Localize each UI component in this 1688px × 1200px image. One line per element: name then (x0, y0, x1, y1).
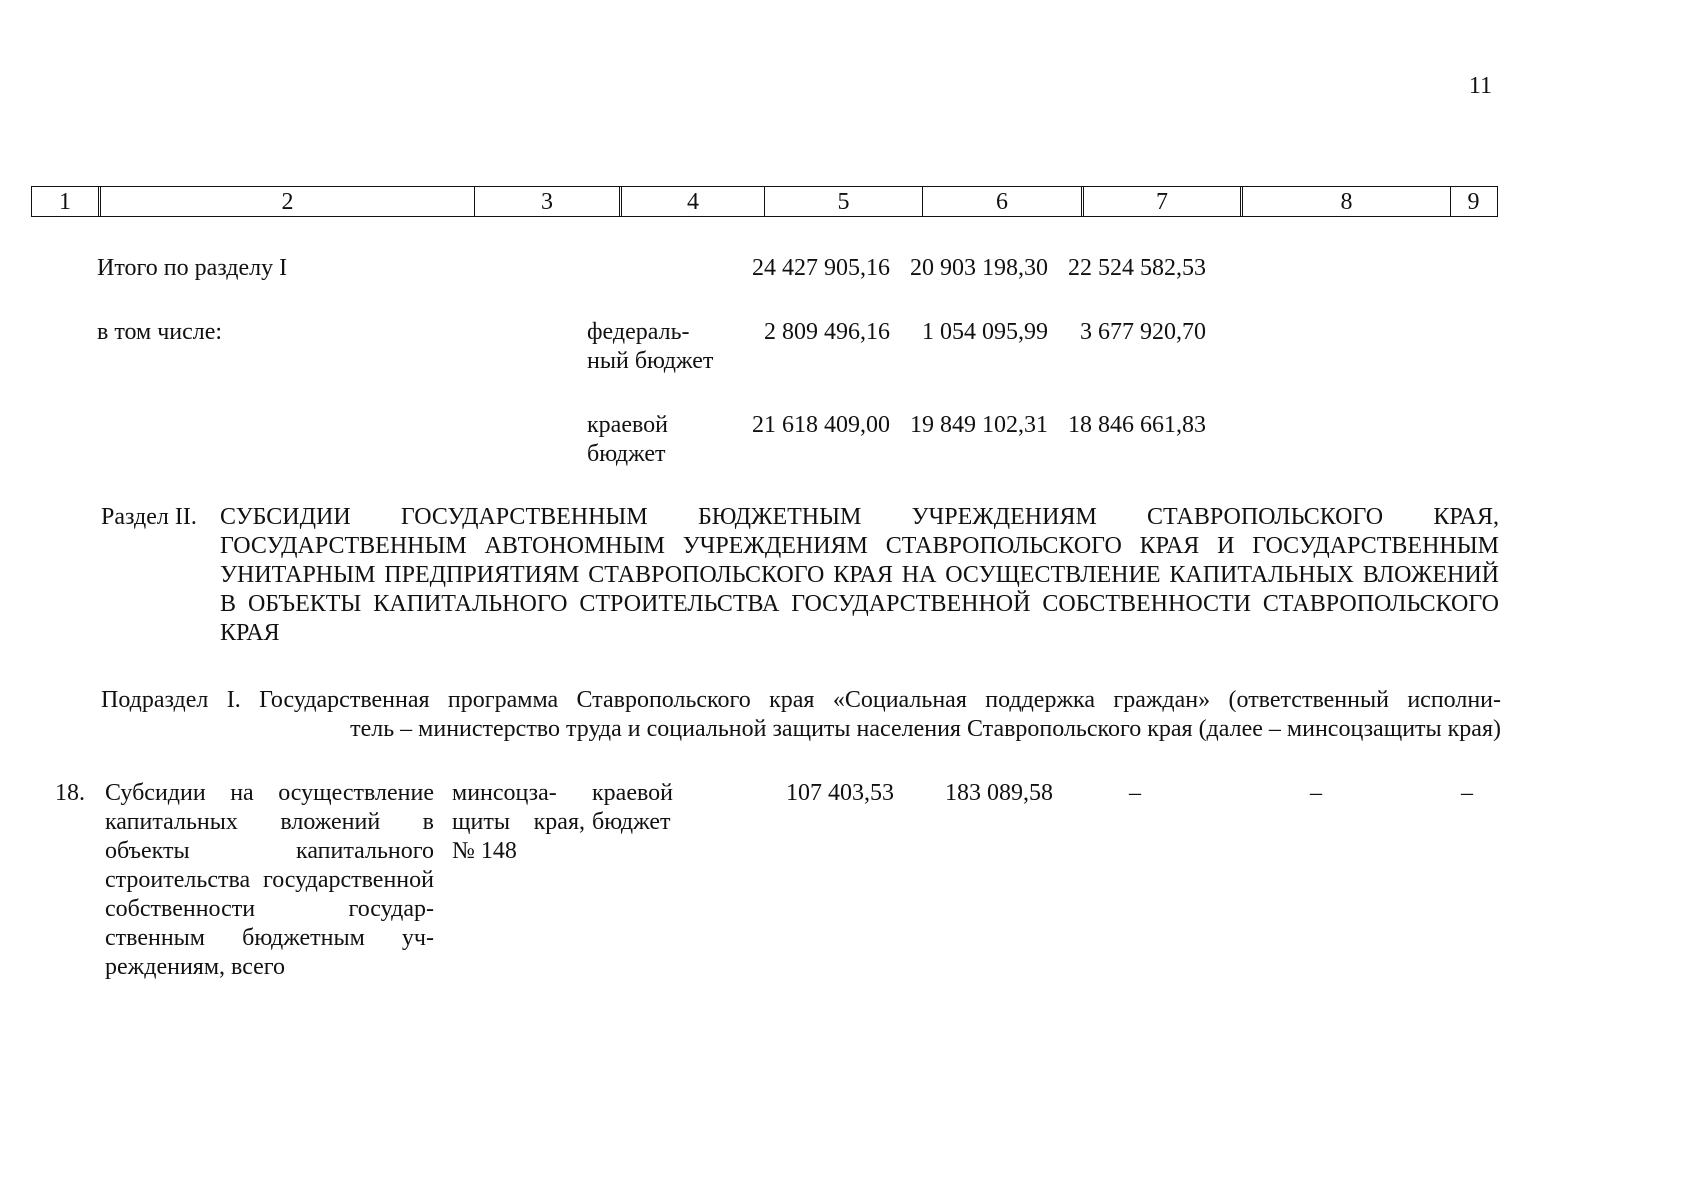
column-number-9: 9 (1450, 187, 1496, 216)
column-number-3: 3 (474, 187, 619, 216)
federal-col5: 2 809 496,16 (764, 319, 890, 345)
column-number-2: 2 (98, 187, 474, 216)
total-col5: 24 427 905,16 (752, 255, 890, 281)
column-number-header (31, 186, 1498, 217)
total-col7: 22 524 582,53 (1068, 255, 1206, 281)
page-number: 11 (1468, 73, 1492, 99)
regional-col6: 19 849 102,31 (910, 412, 1048, 438)
row18-col6: 183 089,58 (945, 780, 1053, 806)
column-number-4: 4 (619, 187, 764, 216)
regional-col7: 18 846 661,83 (1068, 412, 1206, 438)
federal-col7: 3 677 920,70 (1080, 319, 1206, 345)
subsection1-line1: Подраздел I. Государственная программа Ставропольского края «Социальная поддержка граждан» (ответственный исполни- (101, 687, 1501, 713)
column-number-1: 1 (59, 189, 71, 215)
row18-col8: – (1310, 780, 1322, 806)
total-col6: 20 903 198,30 (910, 255, 1048, 281)
federal-source-line2: ный бюджет (587, 348, 714, 374)
row18-source: краевой бюджет (592, 780, 673, 835)
row18-col5: 107 403,53 (786, 780, 894, 806)
row18-executor: минсоцзащиты края, № 148 (452, 780, 585, 864)
row18-number: 18. (55, 780, 85, 806)
column-number-5: 5 (764, 187, 922, 216)
regional-source-line1: краевой (587, 412, 668, 438)
column-number-6: 6 (922, 187, 1081, 216)
section2-title: СУБСИДИИ ГОСУДАРСТВЕННЫМ БЮДЖЕТНЫМ УЧРЕЖДЕНИЯМ СТАВРОПОЛЬСКОГО КРАЯ, ГОСУДАРСТВЕННЫМ АВТОНОМНЫМ УЧРЕЖДЕНИЯМ СТАВРОПОЛЬСКОГО КРАЯ И ГОСУДАРСТВЕННЫМ УНИТАРНЫМ ПРЕДПРИЯТИЯМ СТАВРОПОЛЬСКОГО КРАЯ НА ОСУЩЕСТВЛЕНИЕ КАПИТАЛЬНЫХ ВЛОЖЕНИЙ В ОБЪЕКТЫ КАПИТАЛЬНОГО СТРОИТЕЛЬСТВА ГОСУДАРСТВЕННОЙ СОБСТВЕННОСТИ СТАВРОПОЛЬСКОГО КРАЯ (220, 504, 1499, 646)
column-number-8: 8 (1240, 187, 1450, 216)
federal-col6: 1 054 095,99 (922, 319, 1048, 345)
regional-col5: 21 618 409,00 (752, 412, 890, 438)
subsection1-heading (101, 686, 1501, 744)
total-section-label: Итого по разделу I (97, 255, 288, 281)
including-label: в том числе: (97, 319, 223, 345)
regional-source-line2: бюджет (587, 441, 666, 467)
subsection1-line2: тель – министерство труда и социальной защиты населения Ставропольского края (далее – минсоцзащиты края) (350, 716, 1501, 742)
column-number-7: 7 (1081, 187, 1240, 216)
row18-col9: – (1461, 780, 1473, 806)
row18-name: Субсидии на осуществление капитальных вложений в объекты капитального строительства государственной собственности государственным бюджетным учреждениям, всего (105, 780, 434, 980)
row18-col7: – (1129, 780, 1141, 806)
federal-source-line1: федераль- (587, 319, 690, 345)
section2-label: Раздел II. (101, 504, 197, 530)
